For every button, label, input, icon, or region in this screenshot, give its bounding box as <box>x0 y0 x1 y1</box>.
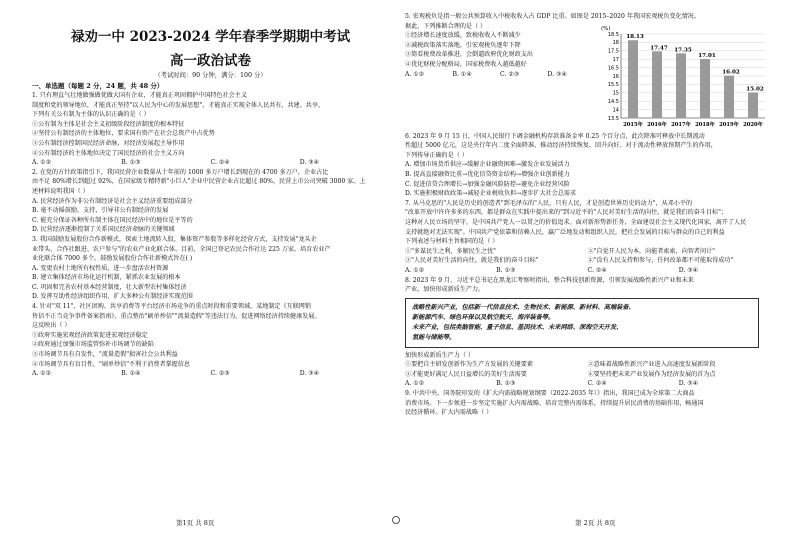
question-line: 4. 针对"双 11"、社区团购、共享消费等平台经济市场竞争的重点时段和重要领域，某地制定《互联网销 <box>32 303 311 311</box>
question-line: 3. 我国鼓励发展股份合作新模式，探索土地流转入股，集体资产参股等多样化经营方式，支持发展"龙头企 <box>32 235 317 243</box>
question-line: 下列有关公有制为主体的认识正确的是（ ） <box>32 111 150 119</box>
y-tick-label: 17.5 <box>607 48 619 55</box>
question-line: 制度和党的领导地位，才能真正坚持"以人民为中心的发展思想"，才能真正实现全体人民共有、共建、共享、 <box>32 101 325 109</box>
question-line: 述材料说明我国（ ） <box>32 187 89 195</box>
question-line: C. 巩固和完善农村基本经营制度，壮大新型农村集体经济 <box>32 283 187 291</box>
statement-4: ④要坚持把未来产业发展作为经济发展的首为点 <box>587 370 716 378</box>
question-line: 8. 2023 年 9 月，习近平总书记在黑龙江考察时指出，整合科技创新资源，引领发展战略性新兴产业和未来 <box>405 276 694 284</box>
option-a: A. ①② <box>405 70 425 78</box>
x-tick-label: 2017年 <box>671 121 691 128</box>
question-4 <box>32 302 389 379</box>
statement-3: ③才能更好满足人民日益增长的美好生活需要 <box>405 370 527 378</box>
question-line: ②减税政策落实落地，引宏观税负逐年下降 <box>405 41 521 49</box>
data-label: 18.13 <box>626 33 644 40</box>
option-c: C. ②③ <box>500 70 520 78</box>
bar <box>748 92 758 118</box>
option-d: D. ③④ <box>678 380 699 388</box>
answer-options <box>32 158 389 168</box>
x-tick-label: 2020年 <box>743 121 763 128</box>
bar <box>724 75 734 117</box>
bar <box>700 59 710 118</box>
question-line: B. 提高直接融资比重→优化信贷资金结构→增强企业创新能力 <box>405 170 570 178</box>
option-a: A. ①② <box>32 370 52 378</box>
question-line: 7. 从马克思的"人民是历史的创造者"到毛泽东的"人民，只有人民，才是创造世界历史的动力"，从邓小平的 <box>405 199 693 207</box>
y-tick-label: 18.5 <box>607 31 619 38</box>
page-footer-right: 第 2页 共 8页 <box>575 519 616 527</box>
option-d: D. ③④ <box>547 70 567 78</box>
question-line: 5. 宏观税负是指一般公共预算收入中税收收入占 GDP 比重。如图是 2015–2020 年我国宏观税负变化情况。 <box>405 13 700 20</box>
question-6 <box>405 132 770 199</box>
question-line: ①公有制为主体是社会主义初级阶段经济制度的根本特征 <box>32 120 185 128</box>
question-7 <box>405 199 770 276</box>
data-label: 16.02 <box>722 69 740 76</box>
section-heading: 一、单选题（每题 2 分，24 题，共 48 分） <box>32 82 164 90</box>
x-tick-label: 2018年 <box>695 121 715 128</box>
option-d: D. ③④ <box>678 266 699 274</box>
question-line: ④公有制经济的主体地位决定了国民经济的社会主义方向 <box>32 149 185 157</box>
box-line: 新能源汽车、绿色环保以及航空航天、海洋装备等。 <box>412 313 555 321</box>
question-line: D. 民营经济逐渐控制了关系国民经济命脉的关键领域 <box>32 226 175 234</box>
question-line: 据此，下列推断合理的是（ ） <box>405 22 487 30</box>
option-c: C. ②④ <box>210 159 230 167</box>
statement-pair <box>405 256 770 266</box>
question-line: ③公有制经济控制国民经济命脉，对经济发展起主导作用 <box>32 139 185 147</box>
option-c: C. ②③ <box>210 370 230 378</box>
box-line: 未来产业，包括类脑智能、量子信息、基因技术、未来网络、深海空天开发、 <box>412 323 623 331</box>
box-line: 战略性新兴产业，包括新一代信息技术、生物技术、新能源、新材料、高端装备、 <box>412 303 635 311</box>
question-line: 由不足 80%增长到超过 92%，在国家级专精特新"小巨人"企业中民营企业占比超过 80%，民营上市公司突破 3000 家。上 <box>32 178 366 186</box>
question-line: B. 建立集体经济市场化运行机制，紧抓农业发展的根本 <box>32 274 181 282</box>
statement-pair <box>405 370 770 380</box>
question-line: ④市场调节具有盲目性，"刷单炒信"不利于消费者掌握信息 <box>32 360 190 368</box>
question-line: ②政府通过加强市场监管弥补市场调节的缺陷 <box>32 341 154 349</box>
question-line: 6. 2023 年 9 月 15 日，中国人民银行下调金融机构存款准备金率 0.25 个百分点，此次降准可释放中长期流动 <box>405 132 705 140</box>
y-tick-label: 15 <box>612 90 619 97</box>
question-3 <box>32 235 389 302</box>
data-label: 15.02 <box>746 86 764 93</box>
option-c: C. ②④ <box>587 380 607 388</box>
exam-title: 禄劝一中 2023-2024 学年春季学期期中考试 <box>70 29 351 45</box>
statement-3: ③"人民对美好生活的向往，就是我们的奋斗目标" <box>405 257 539 265</box>
question-9 <box>405 389 770 418</box>
bar <box>628 40 638 118</box>
question-line: 这反映出（ ） <box>32 322 71 330</box>
question-line: 下列表述与材料主旨相同的是（ ） <box>405 238 499 246</box>
x-tick-label: 2016年 <box>647 121 667 128</box>
question-line: ③简看税费改革推进，会倒逼政府优化财政支出 <box>405 51 533 59</box>
option-c: C. ②④ <box>587 266 607 274</box>
question-8 <box>405 276 770 390</box>
option-b: B. ①④ <box>452 70 472 78</box>
option-a: A. ①② <box>32 159 52 167</box>
question-line: D. 发挥互助性经济组织作用，扩大多种公有制经济实现范围 <box>32 293 193 301</box>
statement-2: ②意味着战略性新兴产业进入高速度发展新阶段 <box>587 361 716 369</box>
question-line: B. 毫不动摇鼓励、支持、引导非公有制经济的发展 <box>32 207 169 215</box>
y-tick-label: 15.5 <box>607 81 619 88</box>
statement-1: ①"多谋民生之利，多解民生之忧" <box>405 247 496 255</box>
y-tick-label: 14.5 <box>607 98 619 105</box>
y-tick-label: 18 <box>612 39 619 46</box>
answer-options <box>405 379 770 389</box>
option-d: D. ③④ <box>299 370 320 378</box>
answer-options <box>405 70 595 80</box>
question-line: ④优化财税分配格局，国家税费收入越低越好 <box>405 60 527 68</box>
exam-info: （考试时间：90 分钟，满分：100 分） <box>154 72 267 79</box>
statement-4: ④"没有人民支持和参与，任何改革都不可能取得成功" <box>587 257 734 265</box>
subject-title: 高一政治试卷 <box>170 53 251 69</box>
bar <box>676 53 686 118</box>
option-b: B. ①③ <box>496 266 516 274</box>
question-line: D. 实施积极财政政策→减轻企业税收负担→逐步扩大社会总需求 <box>405 190 577 198</box>
question-line: 业化联合体 7000 多个。鼓励发展股份合作社新模式旨在( ) <box>32 255 193 263</box>
question-1 <box>32 91 389 168</box>
data-label: 17.35 <box>674 46 692 53</box>
question-line: 性超过 5000 亿元，这是央行年内二度全面降准，推动经济持续恢复、回升向好。对于流动性释放预期产生的作用， <box>405 142 717 150</box>
question-line: A. 变更农村土地所有权性质，进一步盘活农村资源 <box>32 264 169 272</box>
question-line: 业带头、合作社跟进、农户参与"的农业产业化联合体。目前，全国已登记农民合作社达 225 万家，培育农业产 <box>32 245 331 253</box>
option-b: B. ①③ <box>496 380 516 388</box>
x-tick-label: 2019年 <box>719 121 739 128</box>
question-line: 售信不正当竞争事件备案指南》，重点整治"刷单炒信""流量造假"等违法行为，促进网络经济持续健康发展。 <box>32 312 321 320</box>
y-tick-label: 13.5 <box>607 115 619 122</box>
question-line: 支持就绝对无法实现"。中国共产党依靠和信赖人民，赢广泛地发动和组织人民，把社会发展的目标与群众的自己的利益 <box>405 228 725 236</box>
y-tick-label: 16.5 <box>607 64 619 71</box>
question-line: A. 增加市场货币供应→缓解企业融资困难→激发企业发展活力 <box>405 161 570 169</box>
answer-options <box>32 369 389 379</box>
y-axis-label: (%) <box>601 25 611 32</box>
question-line: 下列传导正确的是（ ） <box>405 151 468 159</box>
question-line: ①政府实施宏观经济政策促进宏观经济稳定 <box>32 331 148 339</box>
option-b: B. ①④ <box>121 370 141 378</box>
question-line: 这种对人民立场的坚守，是中国共产党人一以贯之的价值追求。面对新形势新任务，全面建设社会主义现代化国家，离开了人民 <box>405 218 747 226</box>
question-line: A. 民营经济作为非公有制经济是社会主义经济重要组成部分 <box>32 197 193 205</box>
option-d: D. ③④ <box>299 159 320 167</box>
question-line: 加快形成新质生产力（ ） <box>405 351 474 359</box>
question-line: "改革开放中许许多多的东西，都是群众在实践中提出来的"到习近平的"人民对美好生活的向往，就是我们的奋斗目标"； <box>405 209 727 217</box>
page-right <box>397 0 794 550</box>
question-line: C. 促进信贷合理增长→加强金融风险防控→避免企业经营风险 <box>405 180 570 188</box>
question-line: ①经济增长速度放缓，致税收收入不断减少 <box>405 32 521 40</box>
question-line: 民经济循环。扩大内需战略（ ） <box>405 409 493 417</box>
statement-pair <box>405 247 770 257</box>
page-footer-left: 第1页 共 8页 <box>176 519 215 527</box>
option-a: A. ①② <box>405 380 425 388</box>
y-tick-label: 16 <box>612 73 619 80</box>
tax-burden-bar-chart <box>599 22 769 132</box>
data-label: 17.47 <box>650 44 668 51</box>
y-tick-label: 17 <box>612 56 619 63</box>
data-label: 17.01 <box>698 52 716 59</box>
question-line: 9. 中共中央、国务院印发的《扩大内需战略规划纲要（2022-2035 年）》指出，我国已成为全球第二大商品 <box>405 390 695 398</box>
question-line: 消费市场。下一步须进一步坚定实施扩大内需战略、培育完整内需体系，持续提升居民消费的基础作用，畅通国 <box>405 399 704 407</box>
box-line: 氢能与储能等。 <box>412 333 456 341</box>
answer-options <box>405 266 770 276</box>
question-line: ③市场调节具有自发性，"流量造假"损害社会公共利益 <box>32 351 178 359</box>
question-5 <box>405 12 770 132</box>
option-b: B. ①③ <box>121 159 141 167</box>
question-line: ②坚持公有制经济的主体地位，要求国有资产在社会总资产中占优势 <box>32 130 215 138</box>
statement-2: ②"自觉开人民为本，向能者索索，向智者问计" <box>587 247 715 255</box>
material-box <box>405 298 759 348</box>
question-2 <box>32 168 389 235</box>
question-line: 2. 在党的方针政策指引下，我国民营企业数量从十年前的 1000 多万户增长到现在的 4700 多万户，企业占比 <box>32 168 329 176</box>
option-a: A. ①② <box>405 266 425 274</box>
statement-1: ①要把自主研发创新作为生产方发展的关键要素 <box>405 361 533 369</box>
statement-pair <box>405 360 770 370</box>
question-line: 产业，加快形成新质生产力。 <box>405 286 485 294</box>
question-line: C. 能充分保证各种所有制主体在国民经济中的地位是平等的 <box>32 216 193 224</box>
bar <box>652 51 662 118</box>
y-tick-label: 14 <box>612 106 619 113</box>
question-line: 1. 只有理直气壮地做强做优做大国有企业，才能真正巩固拥护中国特色社会主义 <box>32 92 247 99</box>
x-tick-label: 2015年 <box>623 121 643 128</box>
